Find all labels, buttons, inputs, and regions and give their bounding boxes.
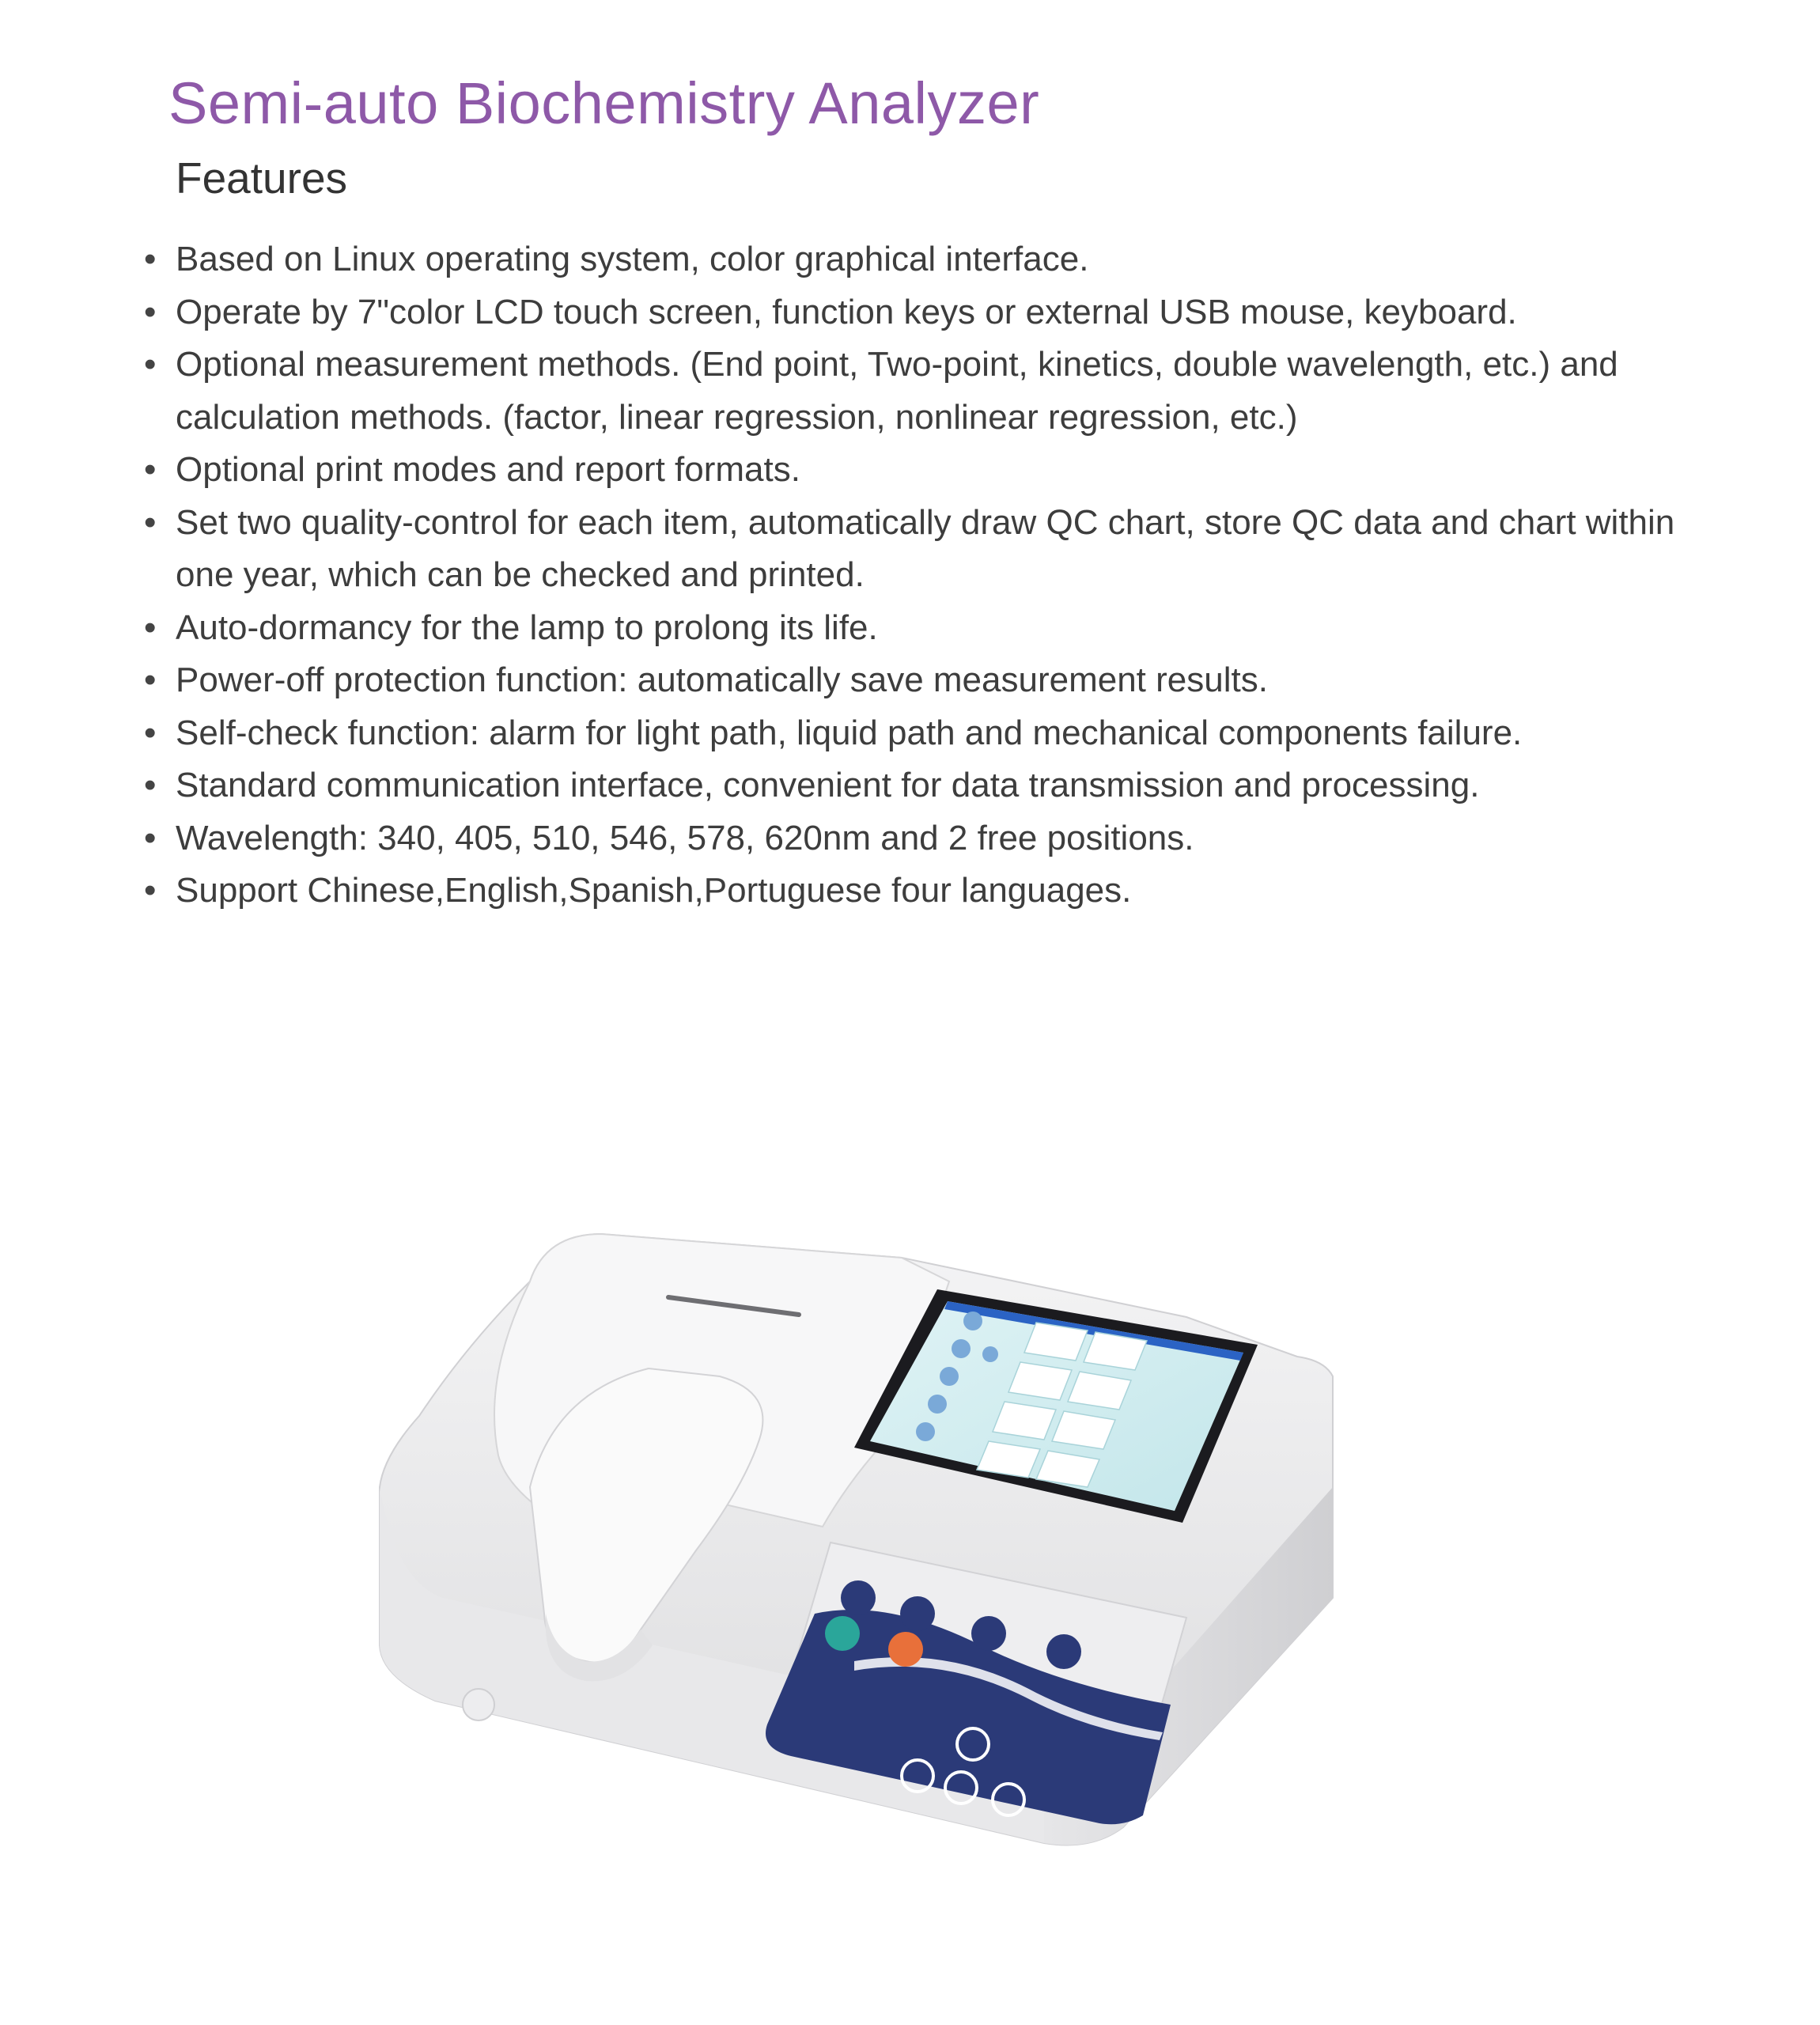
feature-item-self-check: • Self-check function: alarm for light path, liquid path and mechanical components failure. [142, 707, 1724, 760]
feature-item-wavelength: • Wavelength: 340, 405, 510, 546, 578, 620nm and 2 free positions. [142, 812, 1724, 865]
feature-item-qc: • Set two quality-control for each item, automatically draw QC chart, store QC data and chart within one year, which can be checked and printed. [142, 497, 1724, 602]
enter-key [825, 1616, 860, 1651]
feature-item-methods: • Optional measurement methods. (End point, Two-point, kinetics, double wavelength, etc.) and calculation methods. (factor, linear regression, nonlinear regression, etc.) [142, 339, 1724, 444]
feature-item-communication: • Standard communication interface, convenient for data transmission and processing. [142, 759, 1724, 812]
feature-item-os: • Based on Linux operating system, color graphical interface. [142, 233, 1724, 286]
features-list [142, 233, 1724, 918]
feature-item-power-off: • Power-off protection function: automatically save measurement results. [142, 654, 1724, 707]
print-key [971, 1616, 1006, 1651]
feature-item-dormancy: • Auto-dormancy for the lamp to prolong its life. [142, 602, 1724, 655]
analyzer-product-image [348, 1044, 1376, 1883]
cancel-key [888, 1632, 923, 1667]
feature-item-operation: • Operate by 7"color LCD touch screen, function keys or external USB mouse, keyboard. [142, 286, 1724, 339]
page-key [900, 1596, 935, 1631]
section-heading-features: Features [176, 153, 348, 202]
feature-item-languages: • Support Chinese,English,Spanish,Portuguese four languages. [142, 865, 1724, 918]
feature-item-print: • Optional print modes and report formats. [142, 444, 1724, 497]
menu-key [1046, 1634, 1081, 1669]
page-title: Semi-auto Biochemistry Analyzer [168, 70, 1040, 136]
lamp-key [841, 1580, 876, 1615]
